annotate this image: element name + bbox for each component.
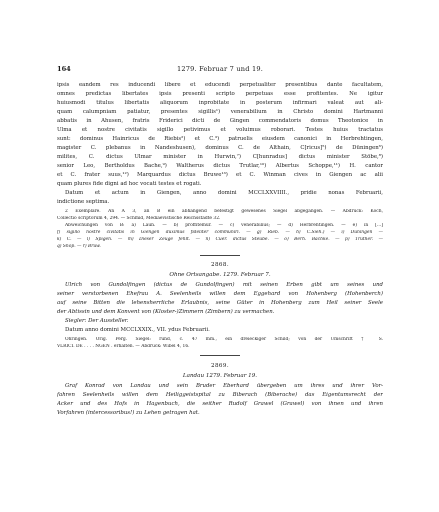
body-line: magister C. plebanus in Nandeshusen), dominus C. de Althain, C[ricus]⁵) de Düningen⁶) xyxy=(57,145,383,151)
body-line: omnes predictas libertates ipsis presenti scripto perpetuas esse profitentes. Ne igitur xyxy=(57,91,383,97)
running-title: 1279. Februar 7 und 19. xyxy=(176,65,264,73)
page-number: 164 xyxy=(57,65,71,73)
body-line: sunt: dominus Hainricus de Riebis²) et C.³) patruelis eiusdem canonici in Herbrehtingen, xyxy=(57,136,383,142)
document-origin: Landau 1279. Februar 19. xyxy=(182,373,258,379)
siegler-line: Siegler: Der Aussteller. xyxy=(65,318,129,324)
body-line: quam plures fide digni ad hoc vocati testes et rogati. xyxy=(57,181,202,187)
footnote-line: 2 Exemplare. An A 3, an B ein abhangend befestigt gewesenes Siegel abgegangen. — Abdruck: Koch, xyxy=(65,209,383,214)
body-line: abbatis in Ahusen, fratris Friderici dicti de Gingen commendatoris domus Theotonice in xyxy=(57,118,383,124)
datum-line: Datum anno domini MCCLXXIX., VII. ydus Februarii. xyxy=(65,327,210,333)
page-header xyxy=(57,65,383,75)
body-line: milites, C. dictus Ulmar minister in Hurwin,⁷) C[hunradus] dictus minister Stöbe,⁸) xyxy=(57,154,383,160)
body-line: huiusmodi titulus libertatis aliquorum inprobitate in posterum infirmari valeat aut ali- xyxy=(57,100,383,106)
summary-line: auf seine Bitten die lehensherrliche Erlaubnis, seine Güter in Hohenberg zum Heil seiner Seele xyxy=(57,300,383,306)
separator-rule xyxy=(200,255,240,256)
datum-line: Datum et actum in Giengen, anno domini MCCLXXVIIII., pridie nonas Februarii, xyxy=(65,190,383,196)
footnote-line: Collectio scriptorum 4, 294. — Schmid, Mediaevistische Reichsstädte 32. xyxy=(57,216,221,221)
footnote-line: k) C. — l) Spigen. — m) Dieser Zeuge fehlt. — n) Cüer. dictus Steube. — o) Berh. Bachke. — p) Truther. — xyxy=(57,237,383,242)
body-line: quam calumpniam patiatur, presentes sigillis¹) venerabilium in Christo domini Hartmanni xyxy=(57,109,383,115)
footnote-line: f) sigillo nostre civitatis in Giengen duximus fideliter communiri. — g) Rieb. — h) C.Sieh.) — i) Düningen — xyxy=(57,230,383,235)
footnote-line: Abweichungen von B: a) Laun. — b) proffitemur. — c) venerabilius; — d) Herbrehtingen. — e) in […] xyxy=(65,223,383,228)
body-line: ipsis eandem res inducendi libere et educendi perpetualiter presentibus dante facultatem, xyxy=(57,82,383,88)
footnote-line: Öhringen. Orig. Perg. Siegel: rund, c. 47 mm., ein dreieckiger Schild; von der Umschrift † S. xyxy=(65,337,383,342)
separator-rule xyxy=(200,355,240,356)
body-line: senior Leo, Bertholdus Bache,⁹) Waltherus dictus Trutlar,¹⁰) Albertus Schoppe,¹¹) H. cantor xyxy=(57,163,383,169)
summary-line: Äcker und des Hofs in Hagenbuch, die seither Rudolf Grawel (Grawel) von ihnen und ihren xyxy=(57,401,383,407)
datum-line: indictione septima. xyxy=(57,199,110,205)
footnote-line: q) Shop. — r) Bruw. xyxy=(57,244,101,249)
summary-line: Graf Konrad von Landau und sein Bruder Eberhard übergeben um ihres und ihrer Vor- xyxy=(65,383,383,389)
summary-line: seiner verstorbenen Ehefrau A. Seelenheils willen dem Eggehard von Hohenberg (Hohenberch) xyxy=(57,291,383,297)
document-origin: Ohne Ortsangabe. 1279. Februar 7. xyxy=(169,272,271,278)
summary-line: Vorfahren (intercessoribus!) zu Lehen getragen hat. xyxy=(57,410,200,416)
document-number: 2868. xyxy=(210,262,229,268)
summary-line: Ulrich von Gundolfingen (dictus de Gundolfingen) mit seinen Erben gibt um seines und xyxy=(65,282,383,288)
body-line: et C. frater suus,¹²) Marquardus dictus Bruwe¹³) et C. Winman cives in Giengen ac alii xyxy=(57,172,383,178)
summary-line: der Äbtissin und dem Konvent von (Kloster-)Zimmern (Zimbern) zu vermachen. xyxy=(57,309,275,315)
footnote-line: VLRICI. DE . . . . NGEN . erhalten. — Abdruck: Wibel 4, 16. xyxy=(57,344,190,349)
summary-line: fahren Seelenheils willen dem Heiliggeistspital zu Biberach (Biberache) das Eigentumsrecht der xyxy=(57,392,383,398)
body-line: Ulma et nostre civitatis sigillo petivimus et voluimus roborari. Testes huius tractatus xyxy=(57,127,383,133)
document-number: 2869. xyxy=(210,363,229,369)
